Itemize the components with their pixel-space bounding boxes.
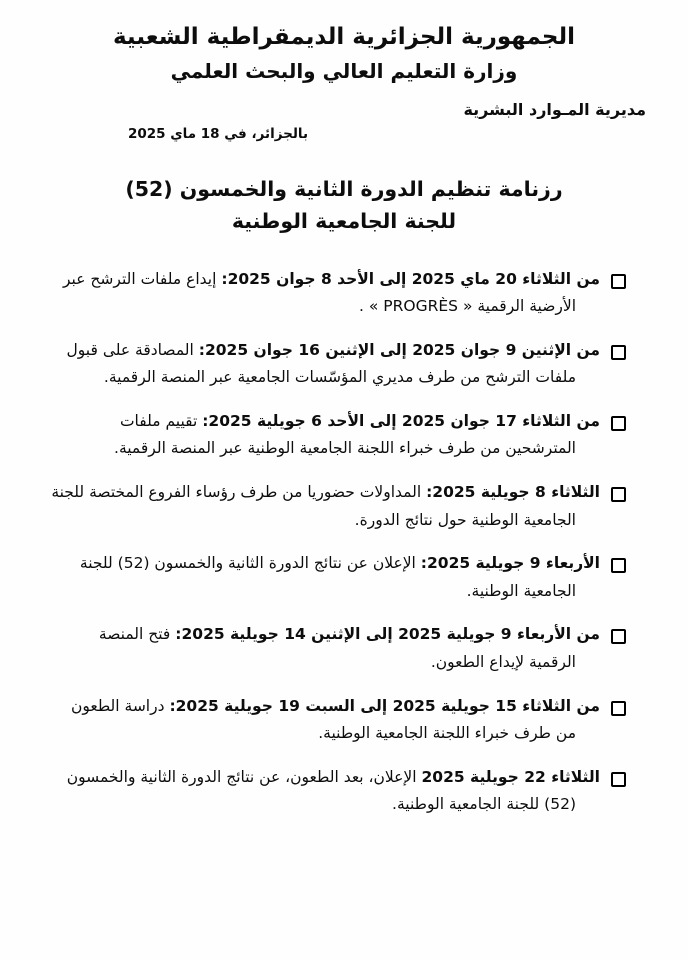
schedule-item xyxy=(48,479,626,534)
square-bullet-icon xyxy=(611,416,626,431)
square-bullet-icon xyxy=(611,629,626,644)
square-bullet-icon xyxy=(611,558,626,573)
schedule-item xyxy=(48,693,626,748)
schedule-item xyxy=(48,550,626,605)
header-ministry-title: وزارة التعليم العالي والبحث العلمي xyxy=(170,59,518,84)
schedule-item-text xyxy=(48,621,600,676)
item-date-range: من الثلاثاء 17 جوان 2025 إلى الأحد 6 جويلية 2025: xyxy=(202,411,600,430)
square-bullet-icon xyxy=(611,487,626,502)
document-title-line1: رزنامة تنظيم الدورة الثانية والخمسون (52) xyxy=(125,177,563,202)
schedule-item xyxy=(48,764,626,819)
schedule-item-text xyxy=(48,550,600,605)
item-date-range: الثلاثاء 8 جويلية 2025: xyxy=(426,483,600,502)
schedule-item-text xyxy=(48,479,600,534)
schedule-item xyxy=(48,337,626,392)
item-date-range: من الثلاثاء 15 جويلية 2025 إلى السبت 19 جويلية 2025: xyxy=(169,696,600,715)
schedule-item-text xyxy=(48,337,600,392)
header-country-title: الجمهورية الجزائرية الديمقراطية الشعبية xyxy=(112,24,576,50)
item-description: المصادقة على قبول ملفات الترشح من طرف مديري المؤسّسات الجامعية عبر المنصة الرقمية. xyxy=(66,340,576,387)
item-description: دراسة الطعون من طرف خبراء اللجنة الجامعية الوطنية. xyxy=(70,696,576,743)
item-date-range: من الأربعاء 9 جويلية 2025 إلى الإثنين 14 جويلية 2025: xyxy=(175,625,600,644)
schedule-item xyxy=(48,408,626,463)
item-date-range: الثلاثاء 22 جويلية 2025 xyxy=(421,767,600,786)
item-description: الإعلان، بعد الطعون، عن نتائج الدورة الثانية والخمسون (52) للجنة الجامعية الوطنية. xyxy=(66,767,576,814)
schedule-item-text xyxy=(48,408,600,463)
schedule-item-text xyxy=(48,693,600,748)
document-title-line2: للجنة الجامعية الوطنية xyxy=(231,208,457,233)
schedule-item xyxy=(48,621,626,676)
square-bullet-icon xyxy=(611,701,626,716)
schedule-item-text xyxy=(48,266,600,321)
item-date-range: من الثلاثاء 20 ماي 2025 إلى الأحد 8 جوان 2025: xyxy=(221,269,600,288)
place-and-date: بالجزائر، في 18 ماي 2025 xyxy=(128,126,309,143)
item-date-range: الأربعاء 9 جويلية 2025: xyxy=(420,554,600,573)
square-bullet-icon xyxy=(611,772,626,787)
schedule-list xyxy=(40,266,648,819)
item-description: تقييم ملفات المترشحين من طرف خبراء اللجنة الجامعية الوطنية عبر المنصة الرقمية. xyxy=(114,411,576,458)
item-description: المداولات حضوريا من طرف رؤساء الفروع المختصة للجنة الجامعية الوطنية حول نتائج الدورة. xyxy=(51,483,576,529)
header-directorate: مديرية المـوارد البشرية xyxy=(463,100,646,120)
item-description: فتح المنصة الرقمية لإيداع الطعون. xyxy=(98,625,576,671)
item-description: إيداع ملفات الترشح عبر الأرضية الرقمية « PROGRÈS » . xyxy=(63,269,576,316)
item-date-range: من الإثنين 9 جوان 2025 إلى الإثنين 16 جوان 2025: xyxy=(198,340,600,359)
square-bullet-icon xyxy=(611,274,626,289)
item-description: الإعلان عن نتائج الدورة الثانية والخمسون (52) للجنة الجامعية الوطنية. xyxy=(79,554,576,600)
schedule-item xyxy=(48,266,626,321)
document-title xyxy=(40,174,648,238)
schedule-item-text xyxy=(48,764,600,819)
square-bullet-icon xyxy=(611,345,626,360)
